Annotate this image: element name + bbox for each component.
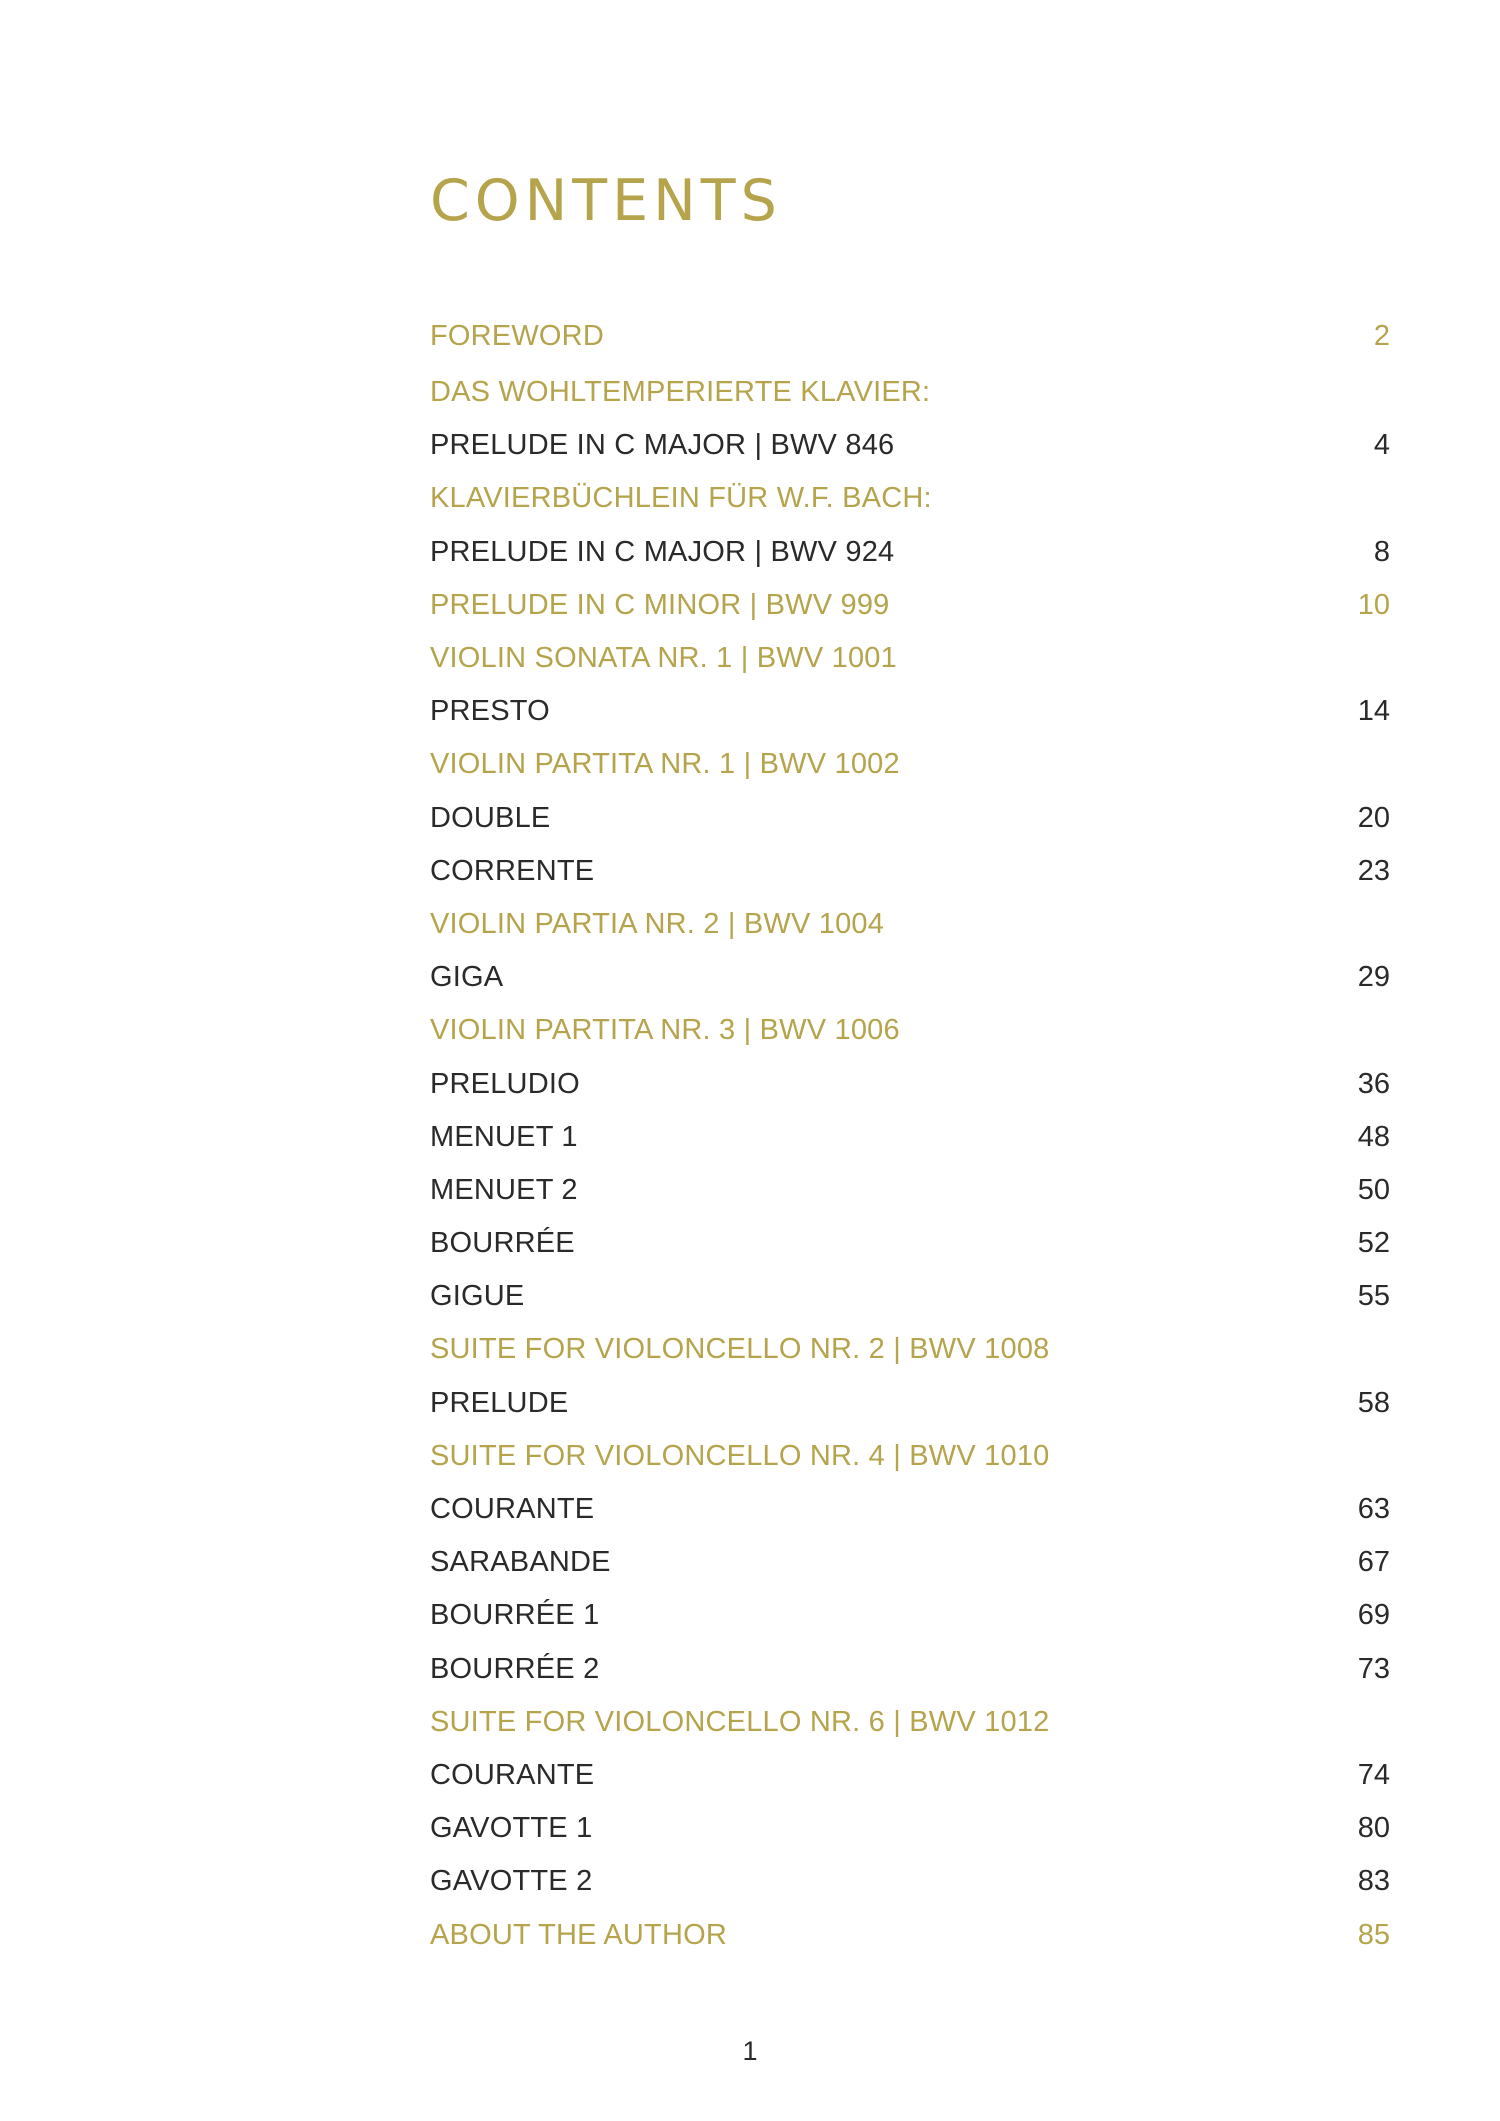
- toc-entry: [430, 1643, 1390, 1696]
- page-title: CONTENTS: [430, 168, 782, 234]
- toc-label: PRELUDE IN C MAJOR | BWV 924: [430, 535, 895, 568]
- toc-label: COURANTE: [430, 1758, 595, 1791]
- toc-label: DOUBLE: [430, 801, 551, 834]
- toc-label: ABOUT THE AUTHOR: [430, 1918, 728, 1951]
- toc-entry: [430, 1270, 1390, 1323]
- toc-page-number: 50: [1357, 1173, 1390, 1206]
- toc-entry: [430, 951, 1390, 1004]
- toc-label: BOURRÉE 2: [430, 1652, 600, 1685]
- toc-label: VIOLIN PARTITA NR. 3 | BWV 1006: [430, 1014, 900, 1047]
- toc-page-number: 83: [1357, 1865, 1390, 1898]
- toc-page-number: 55: [1357, 1280, 1390, 1313]
- page-number: 1: [742, 2036, 758, 2066]
- toc-page-number: 63: [1357, 1493, 1390, 1526]
- toc-label: GAVOTTE 2: [430, 1865, 593, 1898]
- toc-heading: [430, 1004, 1390, 1057]
- toc-label: PRELUDIO: [430, 1067, 580, 1100]
- toc-label: PRELUDE IN C MINOR | BWV 999: [430, 588, 890, 621]
- toc-page-number: 20: [1357, 801, 1390, 834]
- toc-heading: [430, 1908, 1390, 1961]
- toc-entry: [430, 1536, 1390, 1589]
- toc-page-number: 85: [1357, 1918, 1390, 1951]
- toc-entry: [430, 419, 1390, 472]
- toc-page-number: 29: [1357, 961, 1390, 994]
- toc-entry: [430, 1855, 1390, 1908]
- toc-page-number: 36: [1357, 1067, 1390, 1100]
- toc-entry: [430, 1217, 1390, 1270]
- toc-heading: [430, 1696, 1390, 1749]
- toc-entry: [430, 1483, 1390, 1536]
- toc-label: PRELUDE IN C MAJOR | BWV 846: [430, 429, 895, 462]
- toc-heading: [430, 366, 1390, 419]
- toc-page-number: 74: [1357, 1758, 1390, 1791]
- toc-heading: [430, 472, 1390, 525]
- toc-entry: [430, 1377, 1390, 1430]
- toc-heading: [430, 632, 1390, 685]
- toc-label: BOURRÉE: [430, 1227, 575, 1260]
- toc-label: BOURRÉE 1: [430, 1599, 600, 1632]
- toc-label: VIOLIN SONATA NR. 1 | BWV 1001: [430, 642, 897, 675]
- toc-label: COURANTE: [430, 1493, 595, 1526]
- toc-page-number: 23: [1357, 854, 1390, 887]
- toc-page-number: 48: [1357, 1120, 1390, 1153]
- toc-entry: [430, 1802, 1390, 1855]
- toc-heading: [430, 579, 1390, 632]
- toc-heading: [430, 1323, 1390, 1376]
- toc-label: SUITE FOR VIOLONCELLO NR. 6 | BWV 1012: [430, 1705, 1050, 1738]
- toc-page-number: 73: [1357, 1652, 1390, 1685]
- toc-label: SUITE FOR VIOLONCELLO NR. 2 | BWV 1008: [430, 1333, 1050, 1366]
- toc-heading: [430, 738, 1390, 791]
- toc-heading: [430, 306, 1390, 366]
- toc-page-number: 8: [1373, 535, 1390, 568]
- toc-label: GAVOTTE 1: [430, 1812, 593, 1845]
- toc-entry: [430, 1589, 1390, 1642]
- toc-label: DAS WOHLTEMPERIERTE KLAVIER:: [430, 376, 931, 409]
- toc-page-number: 2: [1373, 319, 1390, 352]
- toc-page-number: 69: [1357, 1599, 1390, 1632]
- toc-heading: [430, 1430, 1390, 1483]
- toc-label: VIOLIN PARTITA NR. 1 | BWV 1002: [430, 748, 900, 781]
- toc-page-number: 14: [1357, 695, 1390, 728]
- toc-page-number: 58: [1357, 1386, 1390, 1419]
- toc-page-number: 4: [1373, 429, 1390, 462]
- toc-page-number: 10: [1357, 588, 1390, 621]
- toc-entry: [430, 1749, 1390, 1802]
- table-of-contents: [430, 306, 1390, 1962]
- toc-label: VIOLIN PARTIA NR. 2 | BWV 1004: [430, 907, 885, 940]
- toc-entry: [430, 1057, 1390, 1110]
- toc-page-number: 67: [1357, 1546, 1390, 1579]
- toc-label: MENUET 1: [430, 1120, 578, 1153]
- toc-label: KLAVIERBÜCHLEIN FÜR W.F. BACH:: [430, 482, 932, 515]
- toc-label: PRELUDE: [430, 1386, 569, 1419]
- toc-label: SUITE FOR VIOLONCELLO NR. 4 | BWV 1010: [430, 1439, 1050, 1472]
- toc-entry: [430, 792, 1390, 845]
- toc-entry: [430, 845, 1390, 898]
- toc-label: GIGUE: [430, 1280, 525, 1313]
- toc-page-number: 52: [1357, 1227, 1390, 1260]
- toc-label: PRESTO: [430, 695, 550, 728]
- toc-entry: [430, 1164, 1390, 1217]
- toc-entry: [430, 1111, 1390, 1164]
- toc-label: GIGA: [430, 961, 504, 994]
- toc-heading: [430, 898, 1390, 951]
- toc-page-number: 80: [1357, 1812, 1390, 1845]
- toc-label: CORRENTE: [430, 854, 595, 887]
- toc-entry: [430, 685, 1390, 738]
- toc-entry: [430, 526, 1390, 579]
- toc-label: SARABANDE: [430, 1546, 611, 1579]
- toc-label: FOREWORD: [430, 319, 604, 352]
- toc-label: MENUET 2: [430, 1173, 578, 1206]
